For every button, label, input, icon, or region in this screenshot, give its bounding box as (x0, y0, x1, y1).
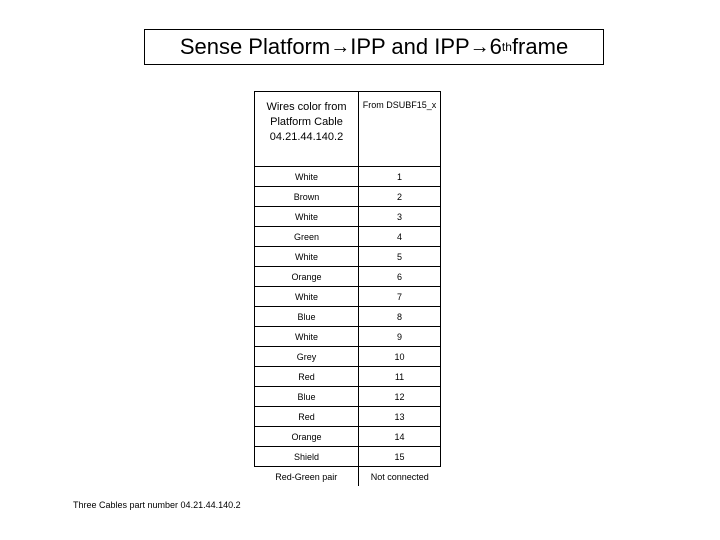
pin-cell: 6 (359, 267, 441, 287)
pin-cell: 7 (359, 287, 441, 307)
title-part-sense-platform: Sense Platform (179, 34, 331, 59)
pin-cell: 4 (359, 227, 441, 247)
pin-cell: 8 (359, 307, 441, 327)
right-arrow-icon: → (330, 35, 351, 58)
wire-mapping-table (254, 91, 441, 486)
wire-color-cell: White (255, 207, 359, 227)
table-row (255, 387, 441, 407)
wire-color-cell: White (255, 287, 359, 307)
table-header-row (255, 92, 441, 167)
wire-color-cell: White (255, 247, 359, 267)
wire-color-cell: Brown (255, 187, 359, 207)
header-wire-color: Wires color from Platform Cable 04.21.44.140.2 (255, 92, 359, 167)
wire-color-cell: Red (255, 407, 359, 427)
title-part-frame: frame (511, 34, 569, 59)
right-arrow-icon: → (469, 35, 490, 58)
pin-cell: 3 (359, 207, 441, 227)
slide-title (144, 29, 604, 65)
table-row (255, 467, 441, 487)
wire-color-cell: White (255, 327, 359, 347)
pin-cell: Not connected (359, 467, 441, 487)
pin-cell: 5 (359, 247, 441, 267)
pin-cell: 9 (359, 327, 441, 347)
wire-color-cell: Red-Green pair (255, 467, 359, 487)
pin-cell: 14 (359, 427, 441, 447)
table-row (255, 267, 441, 287)
title-part-number: 6 (489, 34, 502, 59)
wire-color-cell: Shield (255, 447, 359, 467)
header-from-connector: From DSUBF15_x (359, 92, 441, 167)
table-row (255, 427, 441, 447)
table-row (255, 247, 441, 267)
table-row (255, 347, 441, 367)
wire-color-cell: Red (255, 367, 359, 387)
table-row (255, 407, 441, 427)
wire-color-cell: White (255, 167, 359, 187)
table-row (255, 167, 441, 187)
table-row (255, 367, 441, 387)
wire-color-cell: Grey (255, 347, 359, 367)
wire-color-cell: Orange (255, 427, 359, 447)
wire-color-cell: Orange (255, 267, 359, 287)
table-row (255, 227, 441, 247)
pin-cell: 13 (359, 407, 441, 427)
wire-color-cell: Blue (255, 387, 359, 407)
table-row (255, 207, 441, 227)
table-row (255, 447, 441, 467)
title-superscript: th (501, 40, 512, 54)
table-row (255, 307, 441, 327)
cable-part-number-note: Three Cables part number 04.21.44.140.2 (73, 500, 241, 510)
table-row (255, 187, 441, 207)
pin-cell: 15 (359, 447, 441, 467)
pin-cell: 11 (359, 367, 441, 387)
wire-color-cell: Green (255, 227, 359, 247)
table-row (255, 327, 441, 347)
pin-cell: 2 (359, 187, 441, 207)
wire-color-cell: Blue (255, 307, 359, 327)
pin-cell: 10 (359, 347, 441, 367)
pin-cell: 1 (359, 167, 441, 187)
title-part-ipp: IPP and IPP (350, 34, 470, 59)
table-row (255, 287, 441, 307)
pin-cell: 12 (359, 387, 441, 407)
